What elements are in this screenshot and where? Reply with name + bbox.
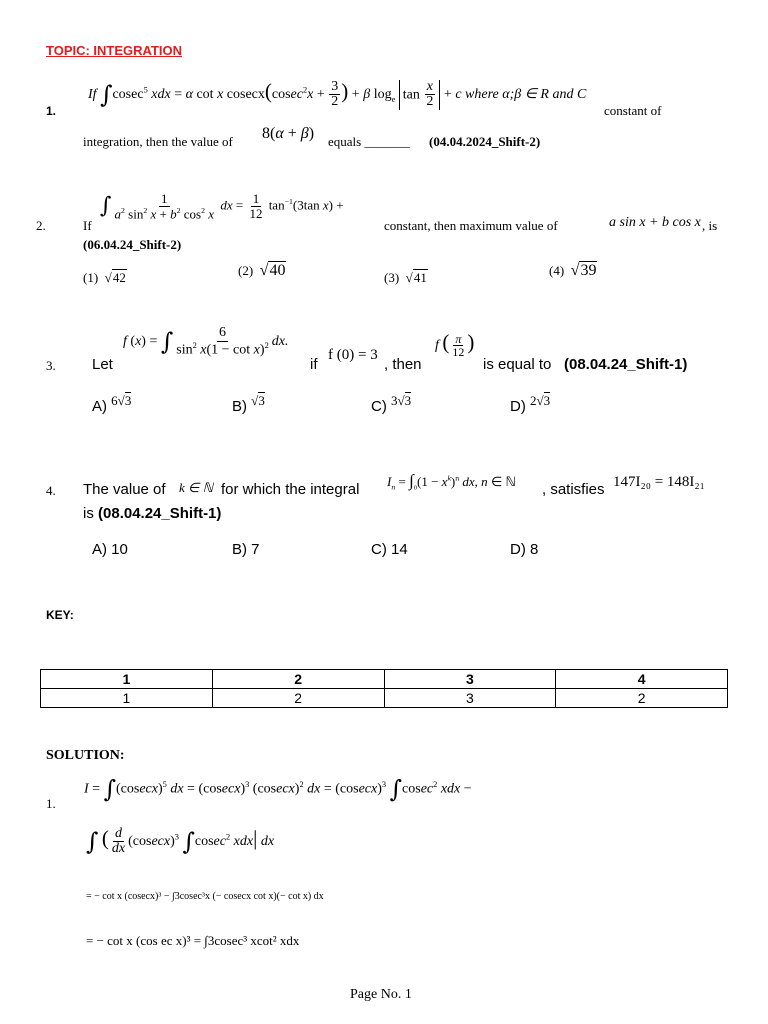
key-label: KEY: xyxy=(46,608,74,622)
solution-number: 1. xyxy=(46,796,56,811)
q2-number: 2. xyxy=(36,218,46,233)
q3-option-d: D) 2√3 xyxy=(510,393,551,415)
topic-heading: TOPIC: INTEGRATION xyxy=(46,43,183,58)
q4-number: 4. xyxy=(46,483,56,498)
q3-option-c: C) 3√3 xyxy=(371,393,412,415)
q3-option-a: A) 6√3 xyxy=(92,393,132,415)
q4-option-b: B) 7 xyxy=(232,541,260,558)
q3-let: Let xyxy=(92,356,113,373)
q2-option-2: (2) √40 xyxy=(238,262,286,279)
q1-tail: constant of xyxy=(604,103,662,118)
key-answer-cell: 2 xyxy=(556,689,728,708)
key-header-cell: 2 xyxy=(212,670,384,689)
q1-line2b: equals _______ xyxy=(328,134,410,149)
q4-text-a: The value of xyxy=(83,481,166,498)
key-answer-cell: 2 xyxy=(212,689,384,708)
q2-tail: constant, then maximum value of xyxy=(384,218,558,233)
q3-function: f (x) = ∫ $\frac{6}{\sin^2 x(1 - \cot x)^2}$ dx. xyxy=(123,325,289,358)
solution-label: SOLUTION: xyxy=(46,748,125,763)
solution-line-2: ∫ ( $\frac{d}{dx}$ $(cosecx)^3$ ∫cosec$^2$ xdx| dx xyxy=(86,825,275,857)
q3-source: (08.04.24_Shift-1) xyxy=(564,356,688,373)
q4-integral: $I_n = \int_0(1 - x^k)^n$ dx, n ∈ ℕ xyxy=(387,471,516,492)
q4-relation: 147I₂₀ = 148I₂₁ xyxy=(613,474,705,490)
page-number: Page No. 1 xyxy=(350,987,412,1002)
q2-option-1: (1) √42 xyxy=(83,270,126,285)
q2-integral: ∫ $\frac{1}{a^2 \sin^2 x + b^2 \cos^2 x}$ dx = $\frac{1}{12}$ $\tan^{-1}(3\tan$ x) + xyxy=(100,191,344,221)
key-answer-cell: 3 xyxy=(384,689,556,708)
key-answer-row xyxy=(41,689,728,708)
q2-expr: a sin x + b cos x xyxy=(609,215,701,230)
q3-is: is equal to xyxy=(483,356,552,373)
q3-target: f ( $\frac{\pi}{12}$ ) xyxy=(435,330,475,360)
key-header-cell: 1 xyxy=(41,670,213,689)
q3-if: if xyxy=(310,356,318,373)
q1-statement: If ∫cosec$^5$ xdx = α cot x cosecx(cosec$^2$x + $\frac{3}{2}$ ) + β $\log_e \tan$ $\frac{x}{2}$ + c where α;β ∈ R and C xyxy=(88,78,587,110)
q1-line2a: integration, then the value of xyxy=(83,134,233,149)
q3-condition: f (0) = 3 xyxy=(328,347,378,363)
key-header-cell: 4 xyxy=(556,670,728,689)
q1-expr: 8(α + β) xyxy=(262,125,315,142)
q2-is: , is xyxy=(702,218,718,233)
solution-line-3: = − cot x (cosecx)³ − ∫3cosec³x (− cosecx cot x)(− cot x) dx xyxy=(86,891,324,902)
solution-line-4: = − cot x (cos ec x)³ = ∫3cosec³ xcot² xdx xyxy=(86,933,300,948)
key-answer-cell: 1 xyxy=(41,689,213,708)
key-header-row xyxy=(41,670,728,689)
q1-source: (04.04.2024_Shift-2) xyxy=(429,134,541,149)
answer-key-table xyxy=(40,669,728,708)
key-header-cell: 3 xyxy=(384,670,556,689)
q3-then: , then xyxy=(384,356,422,373)
q1-number: 1. xyxy=(46,104,57,118)
q4-option-a: A) 10 xyxy=(92,541,128,558)
q4-text-b: for which the integral xyxy=(221,481,360,498)
solution-line-1: $I = \int(cosecx)^5$ dx = $(cosecx)^3$ $(cosecx)^2$ dx = $(cosecx)^3$ ∫cosec$^2$ xdx − xyxy=(84,775,472,803)
q4-option-d: D) 8 xyxy=(510,541,539,558)
q4-text-c: , satisfies xyxy=(542,481,605,498)
q2-option-3: (3) √41 xyxy=(384,270,427,285)
q4-is: is (08.04.24_Shift-1) xyxy=(83,505,222,522)
q4-option-c: C) 14 xyxy=(371,541,408,558)
q2-option-4: (4) √39 xyxy=(549,262,597,279)
q2-source: (06.04.24_Shift-2) xyxy=(83,237,182,252)
q2-if: If xyxy=(83,218,92,233)
q4-k: k ∈ ℕ xyxy=(179,480,214,495)
q3-option-b: B) √3 xyxy=(232,393,265,415)
q3-number: 3. xyxy=(46,358,56,373)
